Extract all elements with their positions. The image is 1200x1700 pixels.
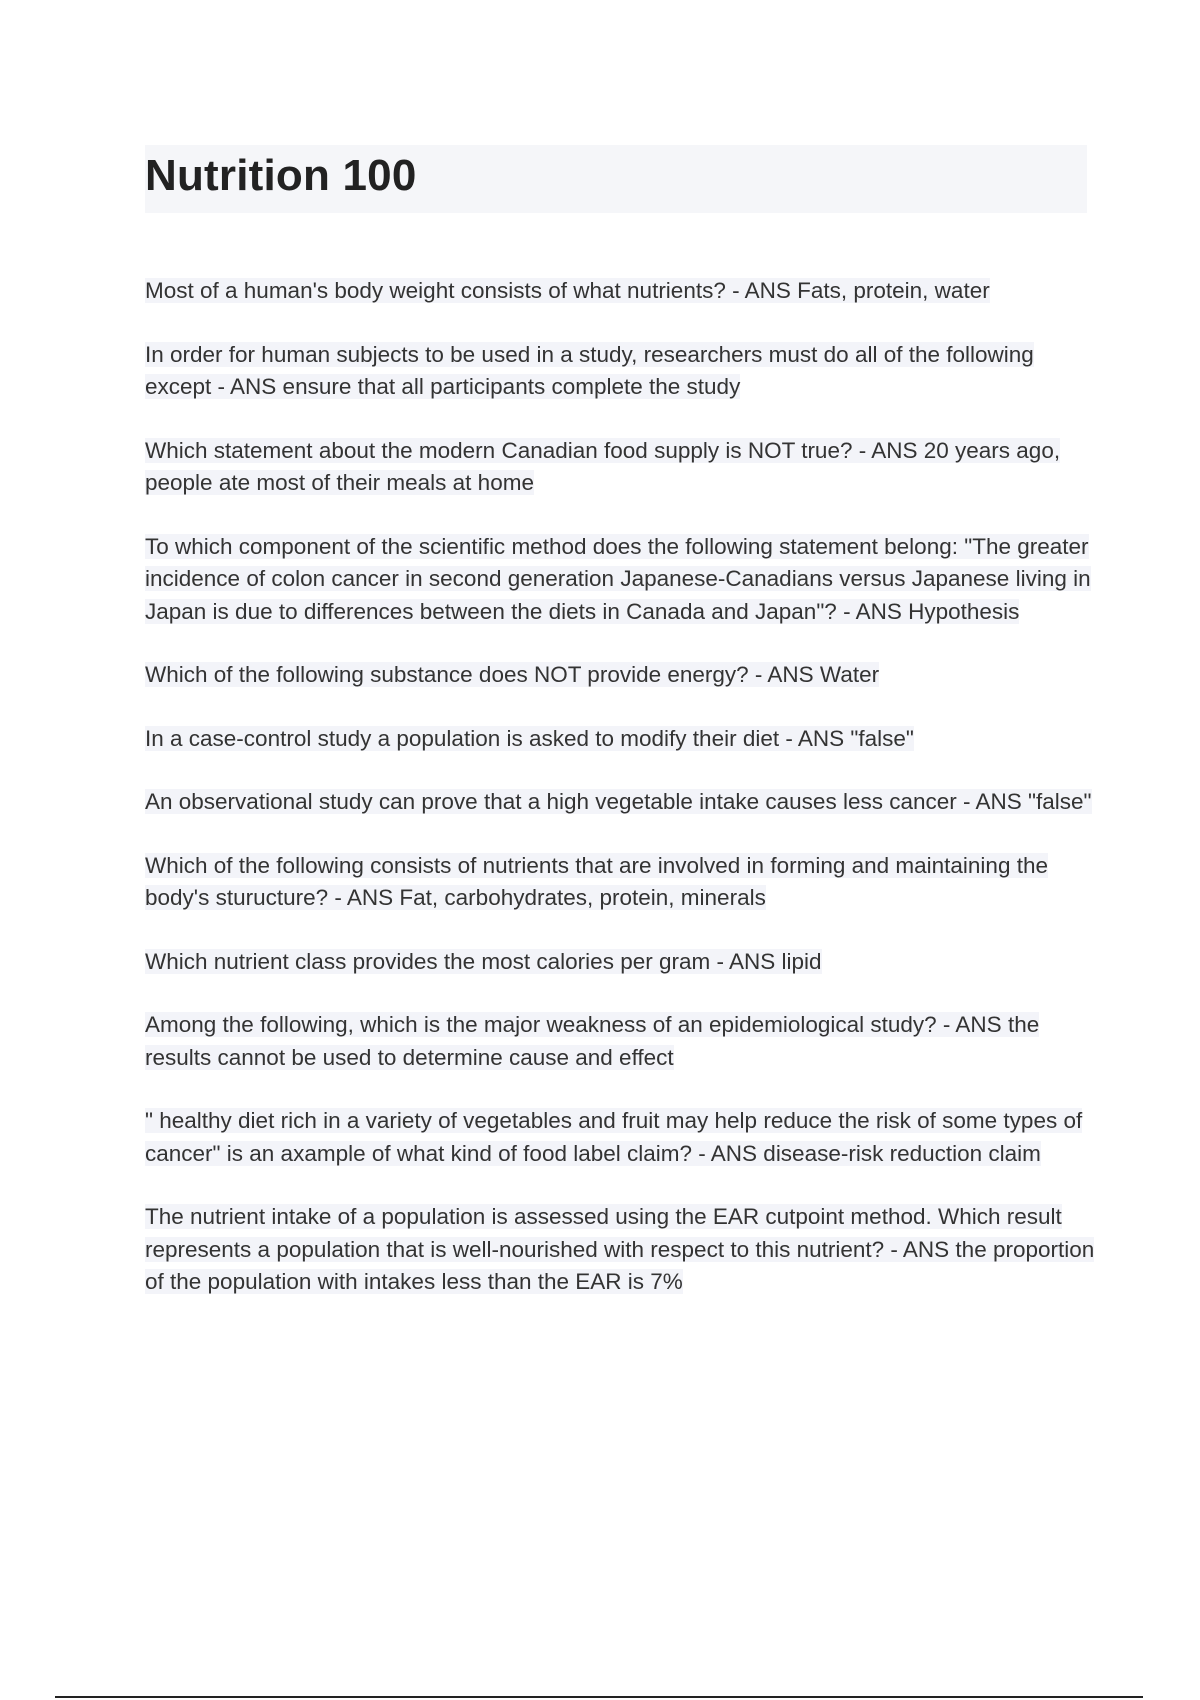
question-answer-list [145,275,1095,1330]
qa-item [145,275,1095,308]
qa-item [145,659,1095,692]
qa-text: The nutrient intake of a population is assessed using the EAR cutpoint method. Which result represents a population that is well-nourished with respect to this nutrient? - ANS the proportion of the population with intakes less than the EAR is 7% [145,1204,1095,1294]
qa-text: In order for human subjects to be used in a study, researchers must do all of the following except - ANS ensure that all participants complete the study [145,341,1034,399]
page-bottom-rule [55,1696,1143,1698]
qa-item [145,850,1095,915]
qa-item [145,531,1095,629]
qa-text: Which statement about the modern Canadian food supply is NOT true? - ANS 20 years ago, people ate most of their meals at home [145,437,1061,495]
qa-text: Among the following, which is the major weakness of an epidemiological study? - ANS the results cannot be used to determine cause and effect [145,1012,1040,1070]
qa-item [145,723,1095,756]
qa-item [145,1009,1095,1074]
qa-text: In a case-control study a population is asked to modify their diet - ANS "false" [145,725,914,751]
qa-text: Most of a human's body weight consists of what nutrients? - ANS Fats, protein, water [145,278,990,303]
qa-item [145,435,1095,500]
page-title: Nutrition 100 [145,151,417,200]
qa-item [145,1201,1095,1299]
qa-text: Which of the following substance does NOT provide energy? - ANS Water [145,662,880,687]
qa-item [145,339,1095,404]
qa-item [145,946,1095,979]
qa-text: Which nutrient class provides the most calories per gram - ANS lipid [145,948,822,974]
qa-text: To which component of the scientific method does the following statement belong: "The greater incidence of colon cancer in second generation Japanese-Canadians versus Japanese living in Japan is due to differences between the diets in Canada and Japan"? - ANS Hypothesis [145,533,1091,624]
qa-text: " healthy diet rich in a variety of vegetables and fruit may help reduce the risk of some types of cancer" is an axample of what kind of food label claim? - ANS disease-risk reduction claim [145,1108,1083,1166]
qa-item [145,786,1095,819]
qa-text: Which of the following consists of nutrients that are involved in forming and maintaining the body's sturucture? - ANS Fat, carbohydrates, protein, minerals [145,852,1048,910]
qa-item [145,1105,1095,1170]
qa-text: An observational study can prove that a high vegetable intake causes less cancer - ANS "false" [145,789,1092,814]
